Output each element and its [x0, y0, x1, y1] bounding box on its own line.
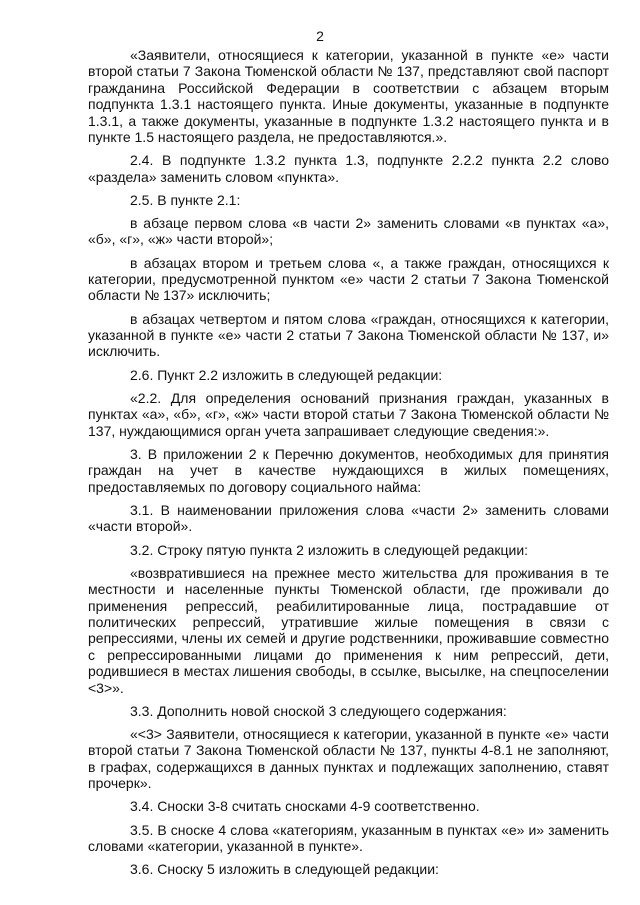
paragraph: 3.1. В наименовании приложения слова «части 2» заменить словами «части второй».	[88, 501, 609, 535]
paragraph: 3.3. Дополнить новой сноской 3 следующего содержания:	[130, 702, 507, 719]
paragraph: «возвратившиеся на прежнее место жительства для проживания в те местности и населенные пункты Тюменской области, где проживали до применения репрессий, реабилитированные лица, пострадавшие от политических репрессий, утратившие жилые помещения в связи с репрессиями, члены их семей и другие родственники, проживавшие совместно с репрессированными лицами до применения к ним репрессий, дети, родившиеся в местах лишения свободы, в ссылке, высылке, на спецпоселении <3>».	[88, 564, 609, 696]
paragraph: 3.6. Сноску 5 изложить в следующей редакции:	[130, 861, 439, 878]
paragraph: 3.5. В сноске 4 слова «категориям, указанным в пунктах «е» и» заменить словами «категории, указанной в пункте».	[88, 821, 609, 855]
paragraph: 3.4. Сноски 3-8 считать сносками 4-9 соответственно.	[130, 798, 480, 815]
paragraph: «Заявители, относящиеся к категории, указанной в пункте «е» части второй статьи 7 Закона Тюменской области № 137, представляют свой паспорт гражданина Российской Федерации в соответствии с абзацем вторым подпункта 1.3.1 настоящего пункта. Иные документы, указанные в подпункте 1.3.1, а также документы, указанные в подпункте 1.3.2 настоящего пункта и в пункте 1.5 настоящего раздела, не предоставляются.».	[88, 47, 609, 146]
paragraph: 3. В приложении 2 к Перечню документов, необходимых для принятия граждан на учет в качестве нуждающихся в жилых помещениях, предоставляемых по договору социального найма:	[88, 445, 609, 495]
page-number: 2	[316, 28, 324, 44]
document-body	[88, 47, 609, 884]
paragraph: «<3> Заявители, относящиеся к категории, указанной в пункте «е» части второй статьи 7 Закона Тюменской области № 137, пункты 4-8.1 не заполняют, в графах, содержащихся в данных пунктах и подлежащих заполнению, ставят прочерк».	[88, 725, 609, 792]
paragraph: в абзацах четвертом и пятом слова «граждан, относящихся к категории, указанной в пункте «е» части 2 статьи 7 Закона Тюменской области № 137, и» исключить.	[88, 310, 609, 360]
paragraph: 2.6. Пункт 2.2 изложить в следующей редакции:	[130, 366, 443, 383]
paragraph: 3.2. Строку пятую пункта 2 изложить в следующей редакции:	[130, 541, 529, 558]
paragraph: 2.5. В пункте 2.1:	[130, 191, 241, 208]
paragraph: 2.4. В подпункте 1.3.2 пункта 1.3, подпункте 2.2.2 пункта 2.2 слово «раздела» заменить словом «пункта».	[88, 152, 609, 185]
paragraph: в абзаце первом слова «в части 2» заменить словами «в пунктах «а», «б», «г», «ж» части второй»;	[88, 215, 609, 248]
paragraph: в абзацах втором и третьем слова «, а также граждан, относящихся к категории, предусмотренной пунктом «е» части 2 статьи 7 Закона Тюменской области № 137» исключить;	[88, 254, 609, 304]
paragraph: «2.2. Для определения оснований признания граждан, указанных в пунктах «а», «б», «г», «ж» части второй статьи 7 Закона Тюменской области № 137, нуждающимися орган учета запрашивает следующие сведения:».	[88, 389, 609, 439]
